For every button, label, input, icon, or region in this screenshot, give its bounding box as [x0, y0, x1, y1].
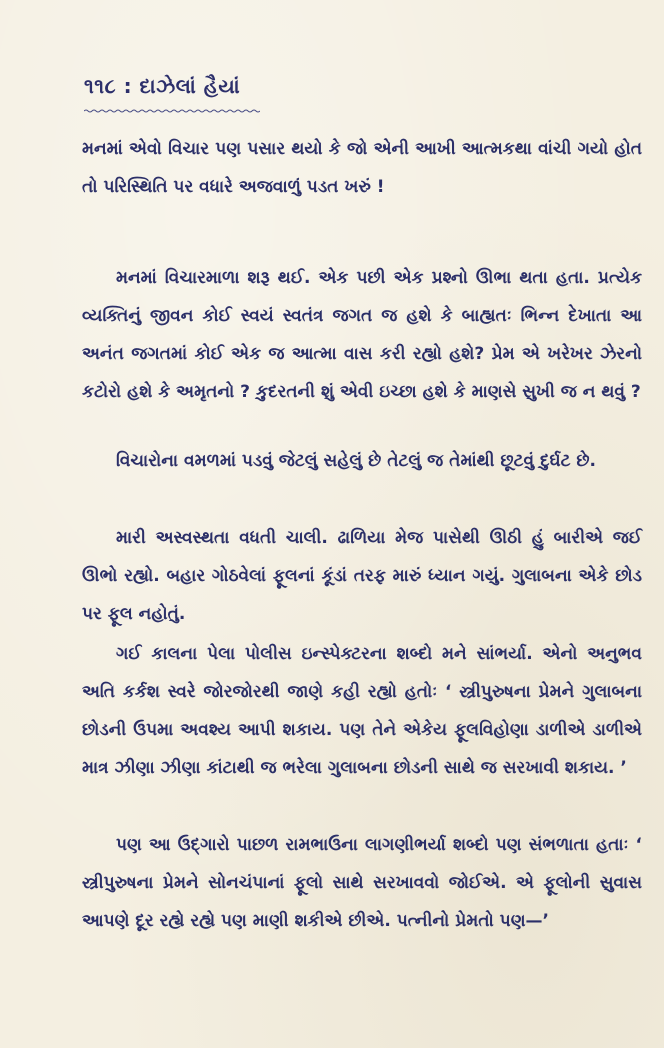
paragraph-4: મારી અસ્વસ્થતા વધતી ચાલી. ઢાળિયા મેજ પાસેથી ઊઠી હું બારીએ જઈ ઊભો રહ્યો. બહાર ગોઠવેલાં ફૂલનાં કૂંડાં તરફ મારું ધ્યાન ગયું. ગુલાબના એકે છોડ પર ફૂલ નહોતું. — [82, 528, 642, 624]
book-title: દાઝેલાં હૈયાં — [139, 74, 241, 98]
running-header — [84, 74, 240, 98]
paragraph-6: પણ આ ઉદ્ગારો પાછળ રામભાઉના લાગણીભર્યા શબ્દો પણ સંભળાતા હતાઃ ‘ સ્ત્રીપુરુષના પ્રેમને સોનચંપાનાં ફૂલો સાથે સરખાવવો જોઈએ. એ ફૂલોની સુવાસ આપણે દૂર રહ્યે રહ્યે પણ માણી શકીએ છીએ. પત્નીનો પ્રેમતો પણ—’ — [82, 835, 642, 931]
paragraph-1: મનમાં એવો વિચાર પણ પસાર થયો કે જો એની આખી આત્મકથા વાંચી ગયો હોત તો પરિસ્થિતિ પર વધારે અજવાળું પડત ખરું ! — [82, 139, 642, 197]
paragraph-3: વિચારોના વમળમાં પડવું જેટલું સહેલું છે તેટલું જ તેમાંથી છૂટવું દુર્ઘટ છે. — [116, 451, 596, 471]
paragraph-2: મનમાં વિચારમાળા શરૂ થઈ. એક પછી એક પ્રશ્નો ઊભા થતા હતા. પ્રત્યેક વ્યક્તિનું જીવન કોઈ સ્વયં સ્વતંત્ર જગત જ હશે કે બાહ્યતઃ ભિન્ન દેખાતા આ અનંત જગતમાં કોઈ એક જ આત્મા વાસ કરી રહ્યો હશે? પ્રેમ એ ખરેખર ઝેરનો કટોરો હશે કે અમૃતનો ? કુદરતની શું એવી ઇચ્છા હશે કે માણસે સુખી જ ન થવું ? — [82, 268, 642, 402]
page-number: ૧૧૮ — [84, 74, 117, 98]
paragraph-5: ગઈ કાલના પેલા પોલીસ ઇન્સ્પેક્ટરના શબ્દો મને સાંભર્યા. એનો અનુભવ અતિ કર્કશ સ્વરે જોરજોરથી જાણે કહી રહ્યો હતોઃ ‘ સ્ત્રીપુરુષના પ્રેમને ગુલાબના છોડની ઉપમા અવશ્ય આપી શકાય. પણ તેને એકેય ફૂલવિહોણા ડાળીએ ડાળીએ માત્ર ઝીણા ઝીણા કાંટાથી જ ભરેલા ગુલાબના છોડની સાથે જ સરખાવી શકાય. ’ — [82, 644, 642, 778]
header-wavy-rule — [84, 109, 260, 113]
header-separator: : — [116, 74, 140, 98]
